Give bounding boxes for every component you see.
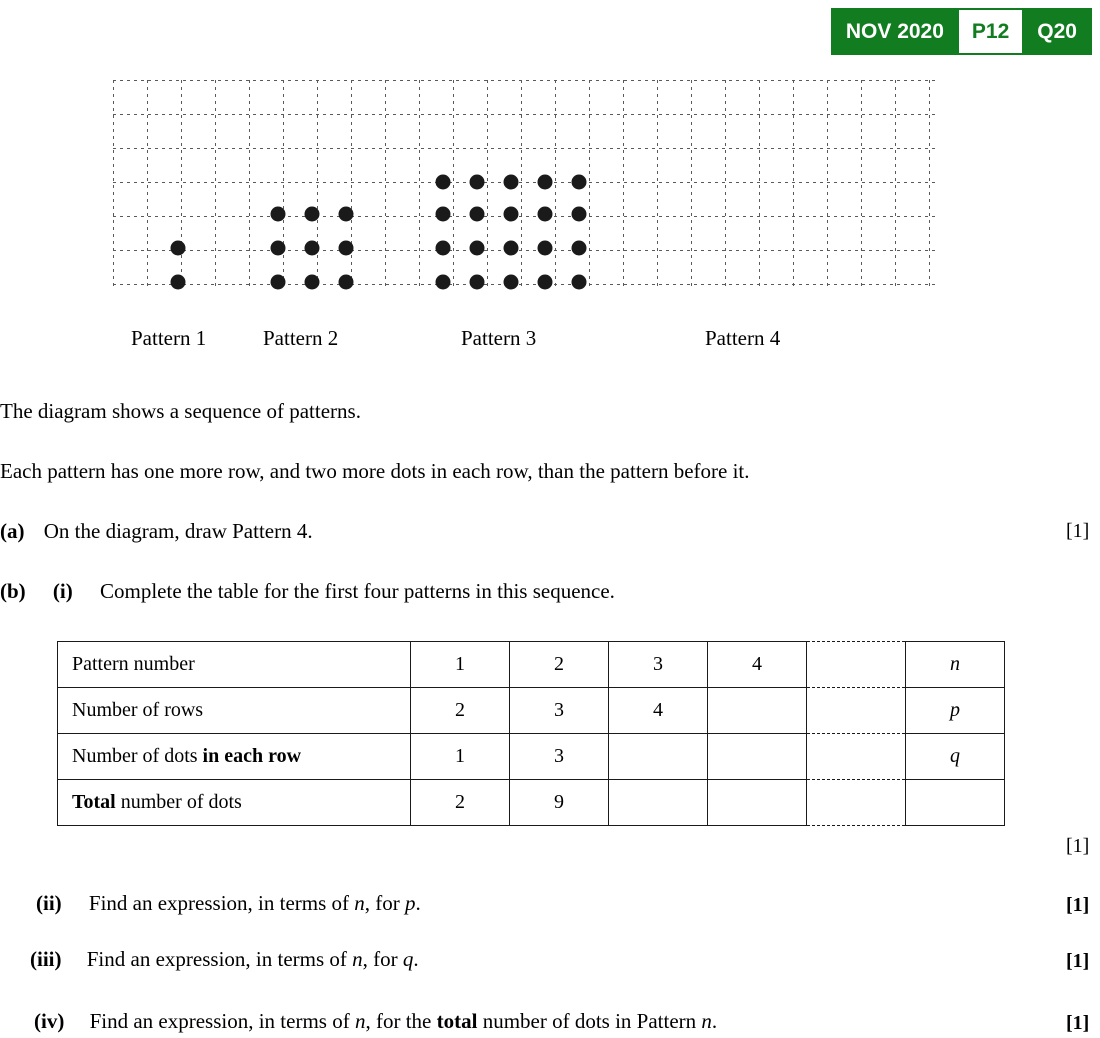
grid-vline bbox=[895, 80, 896, 288]
pattern-dot bbox=[305, 275, 320, 290]
grid-vline bbox=[521, 80, 522, 288]
table-cell-ellipsis bbox=[807, 688, 906, 734]
grid-vline bbox=[759, 80, 760, 288]
part-b-iv-text-mid: , for the bbox=[365, 1009, 437, 1033]
part-b-iii-var-n: n bbox=[352, 947, 363, 971]
part-b-iv-text-before: Find an expression, in terms of bbox=[89, 1009, 355, 1033]
table-cell[interactable]: 1 bbox=[411, 734, 510, 780]
grid-vline bbox=[589, 80, 590, 288]
part-b-iv bbox=[34, 1008, 717, 1034]
sequence-table-wrap bbox=[57, 641, 1005, 826]
part-b-ii-var-n: n bbox=[354, 891, 365, 915]
grid-hline bbox=[113, 182, 937, 183]
pattern-dot bbox=[171, 275, 186, 290]
part-b-label: (b) bbox=[0, 579, 26, 603]
pattern-label: Pattern 2 bbox=[263, 326, 339, 350]
part-b-ii-text-end: . bbox=[415, 891, 421, 915]
pattern-dot bbox=[171, 241, 186, 256]
table-cell[interactable] bbox=[708, 688, 807, 734]
question-meta-badge bbox=[831, 8, 1092, 55]
pattern-dot bbox=[504, 241, 519, 256]
grid-hline bbox=[113, 284, 937, 285]
table-row bbox=[58, 642, 1005, 688]
part-b-iv-var-n1: n bbox=[354, 1009, 366, 1033]
grid-vline bbox=[385, 80, 386, 288]
pattern-diagram bbox=[113, 80, 937, 288]
table-cell[interactable]: 4 bbox=[609, 688, 708, 734]
pattern-dot bbox=[538, 207, 553, 222]
table-cell[interactable] bbox=[708, 734, 807, 780]
pattern-dot bbox=[538, 175, 553, 190]
table-cell-ellipsis bbox=[807, 734, 906, 780]
pattern-dot bbox=[538, 275, 553, 290]
grid-vline bbox=[929, 80, 930, 288]
table-cell[interactable]: 3 bbox=[510, 688, 609, 734]
pattern-dot bbox=[504, 207, 519, 222]
grid-vline bbox=[861, 80, 862, 288]
grid-vline bbox=[283, 80, 284, 288]
pattern-dot bbox=[504, 275, 519, 290]
table-cell-ellipsis bbox=[807, 780, 906, 826]
part-b-iv-marks: [1] bbox=[1066, 1012, 1090, 1034]
table-cell[interactable]: 3 bbox=[609, 642, 708, 688]
sequence-table bbox=[57, 641, 1005, 826]
part-b-iii-marks: [1] bbox=[1066, 950, 1090, 972]
pattern-dot bbox=[470, 241, 485, 256]
part-b-i-label: (i) bbox=[52, 579, 73, 603]
grid-vline bbox=[793, 80, 794, 288]
table-cell[interactable]: 1 bbox=[411, 642, 510, 688]
table-cell[interactable]: 3 bbox=[510, 734, 609, 780]
table-row bbox=[58, 688, 1005, 734]
part-b-iii-text-end: . bbox=[413, 947, 419, 971]
pattern-dot bbox=[436, 207, 451, 222]
grid-vline bbox=[147, 80, 148, 288]
table-cell[interactable] bbox=[609, 780, 708, 826]
grid-vline bbox=[657, 80, 658, 288]
part-a-label: (a) bbox=[0, 519, 25, 543]
grid-hline bbox=[113, 216, 937, 217]
pattern-dot bbox=[305, 241, 320, 256]
table-cell-symbol[interactable]: q bbox=[906, 734, 1005, 780]
badge-question: Q20 bbox=[1037, 20, 1077, 43]
table-cell[interactable]: 4 bbox=[708, 642, 807, 688]
grid-vline bbox=[487, 80, 488, 288]
badge-paper: P12 bbox=[959, 10, 1022, 53]
part-b-iii-label: (iii) bbox=[30, 947, 62, 971]
part-b-ii-label: (ii) bbox=[36, 891, 62, 915]
pattern-dot bbox=[572, 275, 587, 290]
grid-hline bbox=[113, 250, 937, 251]
table-row-header: Number of rows bbox=[58, 688, 411, 734]
table-cell[interactable] bbox=[708, 780, 807, 826]
part-b-ii-marks: [1] bbox=[1066, 894, 1090, 916]
grid-vline bbox=[215, 80, 216, 288]
pattern-dot bbox=[572, 175, 587, 190]
table-row bbox=[58, 734, 1005, 780]
part-b-iii-var-q: q bbox=[402, 947, 414, 971]
pattern-dot bbox=[339, 241, 354, 256]
table-cell-symbol[interactable]: n bbox=[906, 642, 1005, 688]
pattern-dot bbox=[339, 275, 354, 290]
grid-vline bbox=[555, 80, 556, 288]
table-row-header: Pattern number bbox=[58, 642, 411, 688]
part-b-i-marks: [1] bbox=[1066, 835, 1090, 857]
grid-vline bbox=[827, 80, 828, 288]
pattern-dot bbox=[572, 241, 587, 256]
part-b-iv-label: (iv) bbox=[34, 1009, 65, 1033]
part-a bbox=[0, 518, 313, 544]
table-cell-ellipsis bbox=[807, 642, 906, 688]
intro-line-2: Each pattern has one more row, and two more dots in each row, than the pattern before it. bbox=[0, 459, 750, 483]
grid-vline bbox=[317, 80, 318, 288]
part-b-iv-text-mid2: number of dots in Pattern bbox=[477, 1009, 702, 1033]
intro-line-1: The diagram shows a sequence of patterns. bbox=[0, 399, 361, 423]
table-cell[interactable]: 2 bbox=[411, 780, 510, 826]
pattern-dot bbox=[436, 275, 451, 290]
part-b-i-text: Complete the table for the first four patterns in this sequence. bbox=[100, 579, 615, 603]
table-cell[interactable]: 2 bbox=[510, 642, 609, 688]
pattern-dot bbox=[504, 175, 519, 190]
table-cell-symbol[interactable] bbox=[906, 780, 1005, 826]
pattern-label: Pattern 1 bbox=[131, 326, 207, 350]
pattern-dot bbox=[436, 241, 451, 256]
grid-vline bbox=[419, 80, 420, 288]
grid-hline bbox=[113, 80, 937, 81]
part-b-ii-var-p: p bbox=[405, 891, 416, 915]
part-b-iii-text-before: Find an expression, in terms of bbox=[86, 947, 353, 971]
pattern-dot bbox=[470, 207, 485, 222]
part-b-ii-text-mid: , for bbox=[364, 891, 406, 915]
part-b bbox=[0, 578, 615, 604]
table-row-header: Total number of dots bbox=[58, 780, 411, 826]
pattern-dot bbox=[339, 207, 354, 222]
pattern-label: Pattern 3 bbox=[461, 326, 537, 350]
part-b-ii-text-before: Find an expression, in terms of bbox=[88, 891, 355, 915]
part-b-iii-text-mid: , for bbox=[362, 947, 403, 971]
pattern-dot bbox=[470, 275, 485, 290]
part-b-iv-bold-total: total bbox=[436, 1009, 478, 1033]
grid-hline bbox=[113, 148, 937, 149]
grid-vline bbox=[453, 80, 454, 288]
part-b-iv-var-n2: n bbox=[701, 1009, 712, 1033]
table-row-header: Number of dots in each row bbox=[58, 734, 411, 780]
pattern-dot bbox=[271, 241, 286, 256]
part-a-text: On the diagram, draw Pattern 4. bbox=[43, 519, 313, 543]
grid-vline bbox=[691, 80, 692, 288]
badge-session: NOV 2020 bbox=[845, 20, 944, 43]
pattern-dot bbox=[271, 207, 286, 222]
part-b-iv-text-end: . bbox=[711, 1009, 718, 1033]
part-a-marks: [1] bbox=[1066, 520, 1090, 542]
table-cell[interactable]: 2 bbox=[411, 688, 510, 734]
grid-vline bbox=[351, 80, 352, 288]
grid-vline bbox=[623, 80, 624, 288]
grid-vline bbox=[725, 80, 726, 288]
part-b-ii bbox=[36, 890, 421, 916]
pattern-dot bbox=[572, 207, 587, 222]
part-b-iii bbox=[30, 946, 419, 972]
pattern-dot bbox=[305, 207, 320, 222]
pattern-dot bbox=[436, 175, 451, 190]
grid-vline bbox=[249, 80, 250, 288]
pattern-label: Pattern 4 bbox=[705, 326, 781, 350]
pattern-label-row bbox=[113, 326, 937, 358]
pattern-dot bbox=[271, 275, 286, 290]
grid-vline bbox=[181, 80, 182, 288]
pattern-dot bbox=[538, 241, 553, 256]
pattern-dot bbox=[470, 175, 485, 190]
table-cell[interactable]: 9 bbox=[510, 780, 609, 826]
grid-vline bbox=[113, 80, 114, 288]
table-cell[interactable] bbox=[609, 734, 708, 780]
grid-hline bbox=[113, 114, 937, 115]
table-cell-symbol[interactable]: p bbox=[906, 688, 1005, 734]
table-row bbox=[58, 780, 1005, 826]
